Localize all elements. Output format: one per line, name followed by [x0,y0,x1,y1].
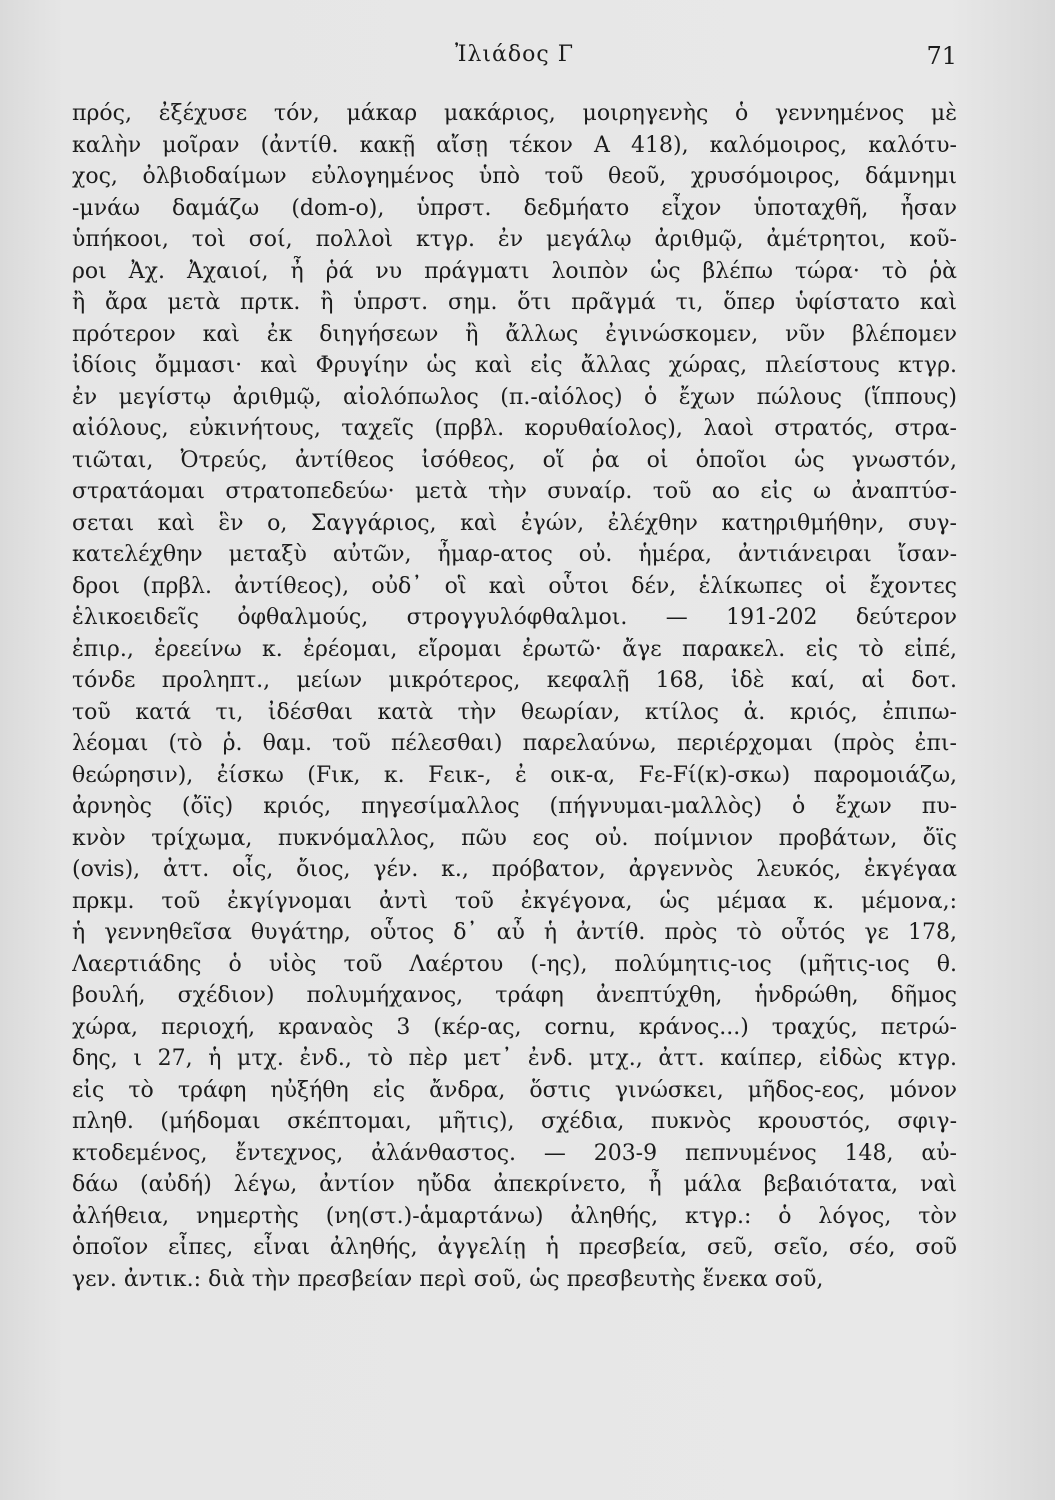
text-line: χος, ὀλβιοδαίμων εὐλογημένος ὑπὸ τοῦ θεοῦ, χρυσόμοιρος, δάμνημι [72,164,957,189]
text-line: -μνάω δαμάζω (dom-o), ὑπρστ. δεδμήατο εἶχον ὑποταχθῆ, ἦσαν [72,195,957,221]
text-line: τοῦ κατά τι, ἰδέσθαι κατὰ τὴν θεωρίαν, κτίλος ἀ. κριός, ἐπιπω- [72,699,957,725]
text-line: ἑλικοειδεῖς ὀφθαλμούς, στρογγυλόφθαλμοι. — 191-202 δεύτερον [72,605,957,630]
text-line: γεν. ἀντικ.: διὰ τὴν πρεσβείαν περὶ σοῦ, ὡς πρεσβευτὴς ἕνεκα σοῦ, [72,1266,824,1292]
text-line: δης, ι 27, ἡ μτχ. ἐνδ., τὸ πὲρ μετ᾽ ἐνδ. μτχ., ἀττ. καίπερ, εἰδὼς κτγρ. [72,1046,957,1071]
commentary-text [72,98,957,1295]
text-line: τόνδε προληπτ., μείων μικρότερος, κεφαλῇ 168, ἰδὲ καί, αἱ δοτ. [72,668,957,693]
text-line: σεται καὶ ἓν ο, Σαγγάριος, καὶ ἐγών, ἐλέχθην κατηριθμήθην, συγ- [72,510,957,536]
text-line: κατελέχθην μεταξὺ αὐτῶν, ἦμαρ-ατος οὐ. ἡμέρα, ἀντιάνειραι ἴσαν- [72,542,957,567]
text-line: αἰόλους, εὐκινήτους, ταχεῖς (πρβλ. κορυθαίολος), λαοὶ στρατός, στρα- [72,416,957,441]
text-line: ἡ γεννηθεῖσα θυγάτηρ, οὗτος δ᾽ αὖ ἡ ἀντίθ. πρὸς τὸ οὗτός γε 178, [72,920,957,945]
text-line: ὁποῖον εἶπες, εἶναι ἀληθής, ἀγγελίῃ ἡ πρεσβεία, σεῦ, σεῖο, σέο, σοῦ [72,1235,957,1260]
text-line: εἰς τὸ τράφη ηὐξήθη εἰς ἄνδρα, ὅστις γινώσκει, μῆδος-εος, μόνον [72,1077,957,1103]
text-line: πρότερον καὶ ἐκ διηγήσεων ἢ ἄλλως ἐγινώσκομεν, νῦν βλέπομεν [72,321,957,347]
text-line: θεώρησιν), ἐίσκω (Fικ, κ. Fεικ-, ἐ οικ-α, Fε-Fί(κ)-σκω) παρομοιάζω, [72,762,957,788]
text-line: βουλή, σχέδιον) πολυμήχανος, τράφη ἀνεπτύχθη, ἡνδρώθη, δῆμος [72,983,957,1008]
text-line: ἢ ἄρα μετὰ πρτκ. ἢ ὑπρστ. σημ. ὅτι πρᾶγμά τι, ὅπερ ὑφίστατο καὶ [72,290,957,315]
text-line: δάω (αὐδή) λέγω, ἀντίον ηὔδα ἀπεκρίνετο, ἦ μάλα βεβαιότατα, ναὶ [72,1172,957,1197]
page-header [72,42,957,82]
text-line: στρατάομαι στρατοπεδεύω· μετὰ τὴν συναίρ. τοῦ αο εἰς ω ἀναπτύσ- [72,479,957,504]
text-line: καλὴν μοῖραν (ἀντίθ. κακῇ αἴσῃ τέκον Α 418), καλόμοιρος, καλότυ- [72,132,957,158]
text-line: ἐπιρ., ἐρεείνω κ. ἐρέομαι, εἴρομαι ἐρωτῶ· ἄγε παρακελ. εἰς τὸ εἰπέ, [72,636,957,662]
running-head: Ἰλιάδος Γ [455,42,574,67]
text-line: λέομαι (τὸ ῥ. θαμ. τοῦ πέλεσθαι) παρελαύνω, περιέρχομαι (πρὸς ἐπι- [72,731,957,756]
page-number: 71 [926,42,957,70]
text-line: ἐν μεγίστῳ ἀριθμῷ, αἰολόπωλος (π.-αἰόλος) ὁ ἔχων πώλους (ἵππους) [72,384,957,410]
text-line: κνὸν τρίχωμα, πυκνόμαλλος, πῶυ εος οὐ. ποίμνιον προβάτων, ὄϊς [72,825,957,851]
text-line: χώρα, περιοχή, κραναὸς 3 (κέρ-ας, cornu, κράνος...) τραχύς, πετρώ- [72,1014,957,1040]
text-line: ἀλήθεια, νημερτὴς (νη(στ.)-ἁμαρτάνω) ἀληθής, κτγρ.: ὁ λόγος, τὸν [72,1203,957,1229]
text-line: δροι (πρβλ. ἀντίθεος), οὐδ᾽ οἳ καὶ οὗτοι δέν, ἑλίκωπες οἱ ἔχοντες [72,573,957,599]
text-line: πρός, ἐξέχυσε τόν, μάκαρ μακάριος, μοιρηγενὴς ὁ γεννημένος μὲ [72,101,957,126]
text-line: τιῶται, Ὀτρεύς, ἀντίθεος ἰσόθεος, οἵ ῥα οἱ ὁποῖοι ὡς γνωστόν, [72,447,957,473]
text-line: ὑπήκοοι, τοὶ σοί, πολλοὶ κτγρ. ἐν μεγάλῳ ἀριθμῷ, ἀμέτρητοι, κοῦ- [72,227,957,252]
text-line: Λαερτιάδης ὁ υἱὸς τοῦ Λαέρτου (-ης), πολύμητις-ιος (μῆτις-ιος θ. [72,951,957,977]
text-line: κτοδεμένος, ἔντεχνος, ἀλάνθαστος. — 203-9 πεπνυμένος 148, αὐ- [72,1140,957,1166]
text-line: ἰδίοις ὄμμασι· καὶ Φρυγίην ὡς καὶ εἰς ἄλλας χώρας, πλείστους κτγρ. [72,353,957,378]
text-line: πρκμ. τοῦ ἐκγίγνομαι ἀντὶ τοῦ ἐκγέγονα, ὡς μέμαα κ. μέμονα,: [72,888,957,914]
text-line: πληθ. (μήδομαι σκέπτομαι, μῆτις), σχέδια, πυκνὸς κρουστός, σφιγ- [72,1109,957,1134]
text-line: ροι Ἀχ. Ἀχαιοί, ἦ ῥά νυ πράγματι λοιπὸν ὡς βλέπω τώρα· τὸ ῥὰ [72,258,957,284]
text-line: (ovis), ἀττ. οἶς, ὄιος, γέν. κ., πρόβατον, ἀργεννὸς λευκός, ἐκγέγαα [72,857,957,882]
text-line: ἀρνηὸς (ὄϊς) κριός, πηγεσίμαλλος (πήγνυμαι-μαλλὸς) ὁ ἔχων πυ- [72,794,957,819]
